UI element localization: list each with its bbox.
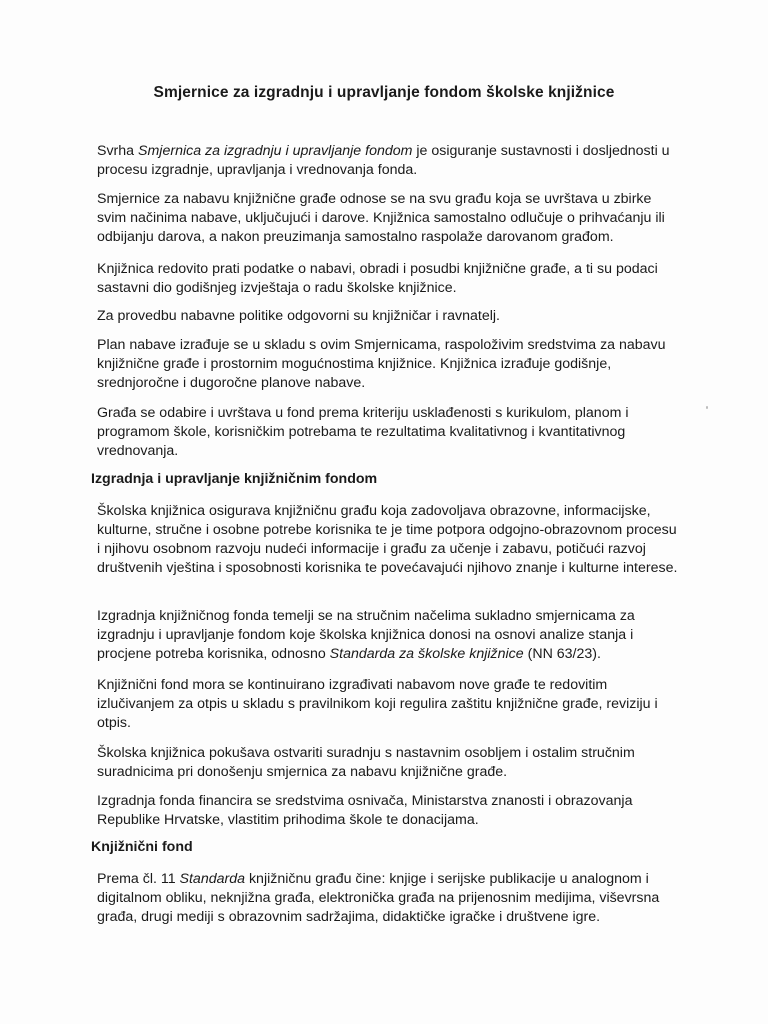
paragraph-cooperation: Školska knjižnica pokušava ostvariti suradnju s nastavnim osobljem i ostalim stručnim suradnicima pri donošenju smjernica za nabavu knjižnične građe. xyxy=(97,745,635,780)
document-title: Smjernice za izgradnju i upravljanje fondom školske knjižnice xyxy=(153,84,615,101)
paragraph-responsibility: Za provedbu nabavne politike odgovorni su knjižničar i ravnatelj. xyxy=(97,308,500,324)
paragraph-financing: Izgradnja fonda financira se sredstvima osnivača, Ministarstva znanosti i obrazovanja Republike Hrvatske, vlastitim prihodima škole te donacijama. xyxy=(97,793,633,828)
italic-reference: Standarda xyxy=(179,871,246,887)
paragraph-monitoring: Knjižnica redovito prati podatke o nabavi, obradi i posudbi knjižnične građe, a ti su podaci sastavni dio godišnjeg izvještaja o radu školske knjižnice. xyxy=(97,261,658,296)
italic-reference: Standarda za školske knjižnice xyxy=(329,646,524,662)
paragraph-text: Svrha xyxy=(97,143,139,159)
paragraph-fund-contents xyxy=(97,870,679,927)
section-heading-library-fund: Knjižnični fond xyxy=(91,839,193,855)
italic-reference: Smjernica za izgradnju i upravljanje fondom xyxy=(138,143,413,159)
paragraph-selection: Građa se odabire i uvrštava u fond prema kriteriju usklađenosti s kurikulom, planom i programom škole, korisničkim potrebama te rezultatima kvalitativnog i kvantitativnog vrednovanja. xyxy=(97,405,629,459)
paragraph-text: je osiguranje sustavnosti i dosljednosti u procesu izgradnje, upravljanja i vrednovanja fonda. xyxy=(97,143,670,178)
paragraph-text: Izgradnja knjižničnog fonda temelji se na stručnim načelima sukladno smjernicama za izgradnju i upravljanje fondom koje školska knjižnica donosi na osnovi analize stanja i procjene potreba korisnika, odnosno xyxy=(97,608,635,662)
section-heading-collection-building: Izgradnja i upravljanje knjižničnim fondom xyxy=(91,471,378,487)
scan-speck xyxy=(706,406,708,409)
paragraph-text: Prema čl. 11 xyxy=(97,871,180,887)
paragraph-text: knjižničnu građu čine: knjige i serijske publikacije u analognom i digitalnom obliku, neknjižna građa, elektronička građa na prijenosnim medijima, viševrsna građa, drugi mediji s obrazovnim sadržajima, didaktičke igračke i društvene igre. xyxy=(97,871,660,925)
paragraph-fund-principles xyxy=(97,607,679,664)
paragraph-continuous-building: Knjižnični fond mora se kontinuirano izgrađivati nabavom nove građe te redovitim izlučivanjem za otpis u skladu s pravilnikom koji regulira zaštitu knjižnične građe, reviziju i otpis. xyxy=(97,677,658,731)
paragraph-plan: Plan nabave izrađuje se u skladu s ovim Smjernicama, raspoloživim sredstvima za nabavu knjižnične građe i prostornim mogućnostima knjižnice. Knjižnica izrađuje godišnje, srednjoročne i dugoročne planove nabave. xyxy=(97,337,666,391)
paragraph-purpose xyxy=(97,142,679,180)
paragraph-acquisition: Smjernice za nabavu knjižnične građe odnose se na svu građu koja se uvrštava u zbirke svim načinima nabave, uključujući i darove. Knjižnica samostalno odlučuje o prihvaćanju ili odbijanju darova, a nakon preuzimanja samostalno raspolaže darovanom građom. xyxy=(97,191,665,245)
paragraph-text: (NN 63/23). xyxy=(523,646,601,662)
paragraph-school-library: Školska knjižnica osigurava knjižničnu građu koja zadovoljava obrazovne, informacijske, kulturne, stručne i osobne potrebe korisnika te je time potpora odgojno-obrazovnom procesu i njihovu osobnom razvoju nudeći informacije i građu za učenje i zabavu, potičući razvoj društvenih vještina i sposobnosti korisnika te povećavajući njihovo znanje i kulturne interese. xyxy=(97,503,678,576)
